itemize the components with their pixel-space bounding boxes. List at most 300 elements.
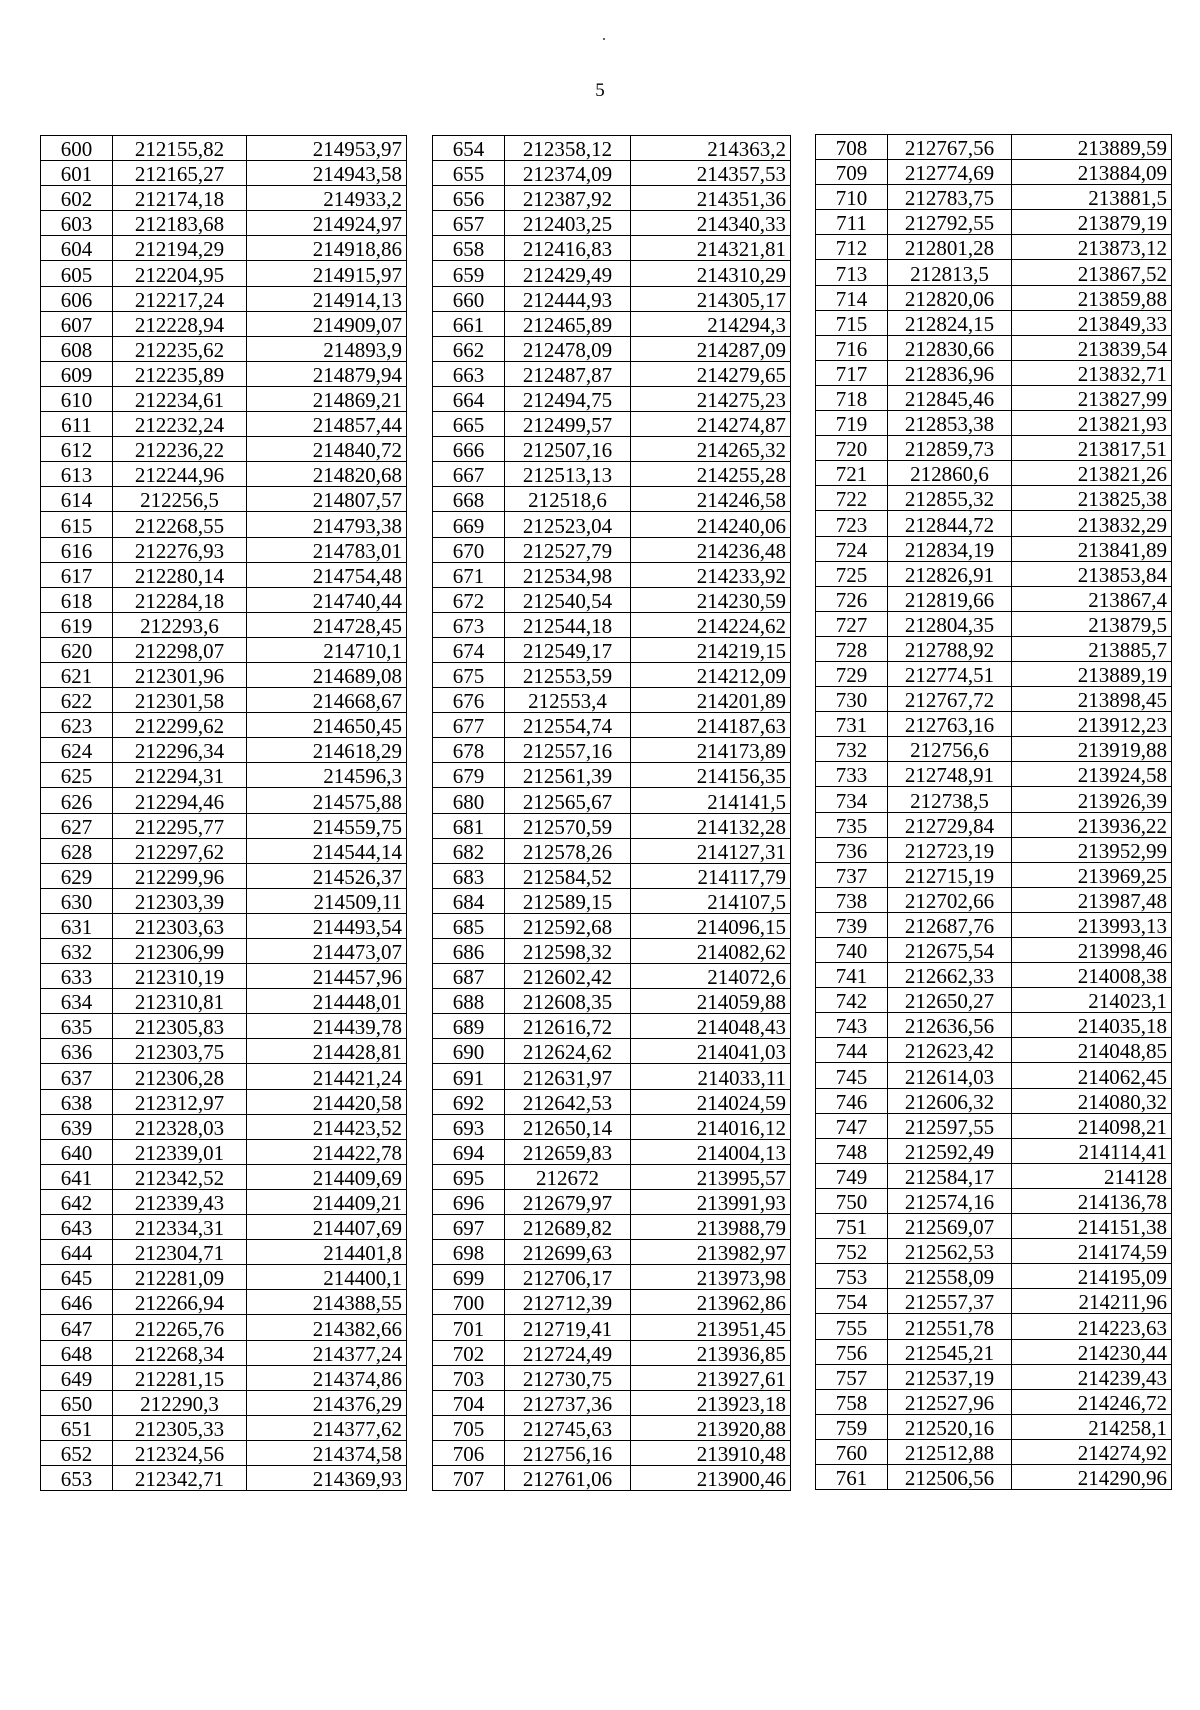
table-row: [816, 862, 1172, 887]
x-coordinate-cell: 212544,18: [505, 612, 631, 637]
table-row: [816, 1464, 1172, 1489]
y-coordinate-cell: 213969,25: [1012, 862, 1172, 887]
x-coordinate-cell: 212444,93: [505, 286, 631, 311]
table-row: [433, 211, 791, 236]
point-number-cell: 644: [41, 1240, 113, 1265]
table-row: [41, 788, 407, 813]
x-coordinate-cell: 212783,75: [888, 185, 1012, 210]
table-row: [816, 636, 1172, 661]
y-coordinate-cell: 214275,23: [631, 386, 791, 411]
x-coordinate-cell: 212293,6: [113, 612, 247, 637]
point-number-cell: 656: [433, 186, 505, 211]
table-row: [41, 437, 407, 462]
x-coordinate-cell: 212280,14: [113, 562, 247, 587]
table-row: [433, 1365, 791, 1390]
point-number-cell: 760: [816, 1439, 888, 1464]
y-coordinate-cell: 214294,3: [631, 311, 791, 336]
x-coordinate-cell: 212256,5: [113, 487, 247, 512]
x-coordinate-cell: 212756,16: [505, 1440, 631, 1465]
y-coordinate-cell: 214008,38: [1012, 963, 1172, 988]
table-row: [433, 813, 791, 838]
table-row: [816, 661, 1172, 686]
y-coordinate-cell: 214407,69: [247, 1215, 407, 1240]
table-row: [41, 1365, 407, 1390]
table-row: [41, 562, 407, 587]
x-coordinate-cell: 212561,39: [505, 763, 631, 788]
x-coordinate-cell: 212299,62: [113, 713, 247, 738]
table-row: [433, 587, 791, 612]
y-coordinate-cell: 214650,45: [247, 713, 407, 738]
table-row: [41, 763, 407, 788]
y-coordinate-cell: 214239,43: [1012, 1364, 1172, 1389]
x-coordinate-cell: 212303,75: [113, 1039, 247, 1064]
table-row: [433, 1465, 791, 1490]
x-coordinate-cell: 212748,91: [888, 762, 1012, 787]
x-coordinate-cell: 212767,56: [888, 135, 1012, 160]
x-coordinate-cell: 212506,56: [888, 1464, 1012, 1489]
y-coordinate-cell: 214933,2: [247, 186, 407, 211]
point-number-cell: 746: [816, 1088, 888, 1113]
point-number-cell: 627: [41, 813, 113, 838]
table-row: [433, 612, 791, 637]
y-coordinate-cell: 214072,6: [631, 964, 791, 989]
table-row: [816, 1314, 1172, 1339]
y-coordinate-cell: 213853,84: [1012, 561, 1172, 586]
table-row: [41, 311, 407, 336]
x-coordinate-cell: 212836,96: [888, 360, 1012, 385]
y-coordinate-cell: 213910,48: [631, 1440, 791, 1465]
table-row: [433, 637, 791, 662]
table-row: [41, 1265, 407, 1290]
y-coordinate-cell: 213884,09: [1012, 160, 1172, 185]
point-number-cell: 748: [816, 1138, 888, 1163]
y-coordinate-cell: 214596,3: [247, 763, 407, 788]
y-coordinate-cell: 214195,09: [1012, 1264, 1172, 1289]
x-coordinate-cell: 212301,96: [113, 662, 247, 687]
point-number-cell: 600: [41, 136, 113, 161]
point-number-cell: 739: [816, 912, 888, 937]
table-row: [41, 261, 407, 286]
table-row: [816, 762, 1172, 787]
y-coordinate-cell: 214211,96: [1012, 1289, 1172, 1314]
table-row: [816, 837, 1172, 862]
table-row: [433, 688, 791, 713]
y-coordinate-cell: 213859,88: [1012, 285, 1172, 310]
table-row: [433, 286, 791, 311]
y-coordinate-cell: 213867,52: [1012, 260, 1172, 285]
x-coordinate-cell: 212304,71: [113, 1240, 247, 1265]
table-row: [816, 1339, 1172, 1364]
y-coordinate-cell: 214559,75: [247, 813, 407, 838]
point-number-cell: 727: [816, 611, 888, 636]
y-coordinate-cell: 213926,39: [1012, 787, 1172, 812]
x-coordinate-cell: 212306,28: [113, 1064, 247, 1089]
table-row: [41, 1215, 407, 1240]
point-number-cell: 754: [816, 1289, 888, 1314]
x-coordinate-cell: 212429,49: [505, 261, 631, 286]
y-coordinate-cell: 214783,01: [247, 537, 407, 562]
point-number-cell: 608: [41, 336, 113, 361]
point-number-cell: 759: [816, 1414, 888, 1439]
x-coordinate-cell: 212303,39: [113, 888, 247, 913]
y-coordinate-cell: 214258,1: [1012, 1414, 1172, 1439]
point-number-cell: 655: [433, 161, 505, 186]
point-number-cell: 743: [816, 1013, 888, 1038]
table-row: [41, 1415, 407, 1440]
table-row: [433, 1064, 791, 1089]
y-coordinate-cell: 214728,45: [247, 612, 407, 637]
y-coordinate-cell: 214033,11: [631, 1064, 791, 1089]
table-row: [433, 913, 791, 938]
y-coordinate-cell: 214114,41: [1012, 1138, 1172, 1163]
point-number-cell: 615: [41, 512, 113, 537]
x-coordinate-cell: 212244,96: [113, 462, 247, 487]
y-coordinate-cell: 214448,01: [247, 989, 407, 1014]
x-coordinate-cell: 212281,15: [113, 1365, 247, 1390]
y-coordinate-cell: 214357,53: [631, 161, 791, 186]
x-coordinate-cell: 212570,59: [505, 813, 631, 838]
x-coordinate-cell: 212324,56: [113, 1440, 247, 1465]
point-number-cell: 602: [41, 186, 113, 211]
table-row: [433, 1039, 791, 1064]
y-coordinate-cell: 213973,98: [631, 1265, 791, 1290]
point-number-cell: 603: [41, 211, 113, 236]
x-coordinate-cell: 212578,26: [505, 838, 631, 863]
x-coordinate-cell: 212551,78: [888, 1314, 1012, 1339]
table-row: [41, 1164, 407, 1189]
x-coordinate-cell: 212616,72: [505, 1014, 631, 1039]
point-number-cell: 678: [433, 738, 505, 763]
point-number-cell: 625: [41, 763, 113, 788]
y-coordinate-cell: 214035,18: [1012, 1013, 1172, 1038]
table-row: [816, 611, 1172, 636]
table-row: [816, 536, 1172, 561]
x-coordinate-cell: 212534,98: [505, 562, 631, 587]
y-coordinate-cell: 214128: [1012, 1163, 1172, 1188]
table-row: [433, 311, 791, 336]
point-number-cell: 696: [433, 1189, 505, 1214]
x-coordinate-cell: 212774,69: [888, 160, 1012, 185]
point-number-cell: 740: [816, 938, 888, 963]
x-coordinate-cell: 212228,94: [113, 311, 247, 336]
point-number-cell: 709: [816, 160, 888, 185]
y-coordinate-cell: 214212,09: [631, 662, 791, 687]
point-number-cell: 649: [41, 1365, 113, 1390]
table-row: [41, 186, 407, 211]
y-coordinate-cell: 214374,58: [247, 1440, 407, 1465]
x-coordinate-cell: 212801,28: [888, 235, 1012, 260]
y-coordinate-cell: 214820,68: [247, 462, 407, 487]
y-coordinate-cell: 214422,78: [247, 1139, 407, 1164]
table-row: [816, 963, 1172, 988]
x-coordinate-cell: 212478,09: [505, 336, 631, 361]
y-coordinate-cell: 214059,88: [631, 989, 791, 1014]
x-coordinate-cell: 212294,31: [113, 763, 247, 788]
table-row: [816, 1239, 1172, 1264]
x-coordinate-cell: 212284,18: [113, 587, 247, 612]
y-coordinate-cell: 213849,33: [1012, 310, 1172, 335]
table-row: [41, 688, 407, 713]
x-coordinate-cell: 212339,01: [113, 1139, 247, 1164]
point-number-cell: 657: [433, 211, 505, 236]
y-coordinate-cell: 213881,5: [1012, 185, 1172, 210]
point-number-cell: 654: [433, 136, 505, 161]
y-coordinate-cell: 213885,7: [1012, 636, 1172, 661]
table-row: [433, 1164, 791, 1189]
point-number-cell: 688: [433, 989, 505, 1014]
point-number-cell: 637: [41, 1064, 113, 1089]
y-coordinate-cell: 214857,44: [247, 412, 407, 437]
x-coordinate-cell: 212299,96: [113, 863, 247, 888]
x-coordinate-cell: 212554,74: [505, 713, 631, 738]
point-number-cell: 714: [816, 285, 888, 310]
y-coordinate-cell: 214340,33: [631, 211, 791, 236]
point-number-cell: 672: [433, 587, 505, 612]
y-coordinate-cell: 214409,69: [247, 1164, 407, 1189]
x-coordinate-cell: 212706,17: [505, 1265, 631, 1290]
table-row: [433, 1139, 791, 1164]
point-number-cell: 629: [41, 863, 113, 888]
point-number-cell: 758: [816, 1389, 888, 1414]
point-number-cell: 664: [433, 386, 505, 411]
table-row: [433, 1440, 791, 1465]
point-number-cell: 626: [41, 788, 113, 813]
y-coordinate-cell: 214233,92: [631, 562, 791, 587]
y-coordinate-cell: 214230,44: [1012, 1339, 1172, 1364]
table-row: [41, 662, 407, 687]
x-coordinate-cell: 212512,88: [888, 1439, 1012, 1464]
table-row: [433, 462, 791, 487]
point-number-cell: 676: [433, 688, 505, 713]
table-row: [816, 385, 1172, 410]
x-coordinate-cell: 212859,73: [888, 436, 1012, 461]
x-coordinate-cell: 212562,53: [888, 1239, 1012, 1264]
point-number-cell: 670: [433, 537, 505, 562]
x-coordinate-cell: 212305,83: [113, 1014, 247, 1039]
table-row: [41, 888, 407, 913]
point-number-cell: 604: [41, 236, 113, 261]
point-number-cell: 683: [433, 863, 505, 888]
y-coordinate-cell: 214439,78: [247, 1014, 407, 1039]
x-coordinate-cell: 212650,27: [888, 988, 1012, 1013]
table-row: [816, 1439, 1172, 1464]
table-row: [41, 412, 407, 437]
y-coordinate-cell: 214305,17: [631, 286, 791, 311]
point-number-cell: 756: [816, 1339, 888, 1364]
point-number-cell: 684: [433, 888, 505, 913]
x-coordinate-cell: 212297,62: [113, 838, 247, 863]
y-coordinate-cell: 214236,48: [631, 537, 791, 562]
point-number-cell: 623: [41, 713, 113, 738]
table-row: [433, 186, 791, 211]
point-number-cell: 752: [816, 1239, 888, 1264]
point-number-cell: 658: [433, 236, 505, 261]
x-coordinate-cell: 212853,38: [888, 411, 1012, 436]
y-coordinate-cell: 214096,15: [631, 913, 791, 938]
point-number-cell: 601: [41, 161, 113, 186]
point-number-cell: 610: [41, 386, 113, 411]
x-coordinate-cell: 212738,5: [888, 787, 1012, 812]
table-row: [41, 1315, 407, 1340]
table-row: [816, 436, 1172, 461]
table-row: [816, 1414, 1172, 1439]
y-coordinate-cell: 214274,92: [1012, 1439, 1172, 1464]
point-number-cell: 630: [41, 888, 113, 913]
y-coordinate-cell: 214740,44: [247, 587, 407, 612]
y-coordinate-cell: 214420,58: [247, 1089, 407, 1114]
x-coordinate-cell: 212845,46: [888, 385, 1012, 410]
x-coordinate-cell: 212826,91: [888, 561, 1012, 586]
point-number-cell: 721: [816, 461, 888, 486]
point-number-cell: 666: [433, 437, 505, 462]
point-number-cell: 720: [816, 436, 888, 461]
y-coordinate-cell: 214893,9: [247, 336, 407, 361]
y-coordinate-cell: 214230,59: [631, 587, 791, 612]
x-coordinate-cell: 212204,95: [113, 261, 247, 286]
y-coordinate-cell: 213898,45: [1012, 687, 1172, 712]
x-coordinate-cell: 212598,32: [505, 939, 631, 964]
table-row: [41, 713, 407, 738]
table-row: [816, 1063, 1172, 1088]
table-row: [433, 1315, 791, 1340]
y-coordinate-cell: 214107,5: [631, 888, 791, 913]
table-row: [41, 487, 407, 512]
point-number-cell: 761: [816, 1464, 888, 1489]
x-coordinate-cell: 212540,54: [505, 587, 631, 612]
y-coordinate-cell: 213919,88: [1012, 737, 1172, 762]
table-row: [433, 361, 791, 386]
x-coordinate-cell: 212553,59: [505, 662, 631, 687]
point-number-cell: 692: [433, 1089, 505, 1114]
table-row: [433, 136, 791, 161]
point-number-cell: 747: [816, 1113, 888, 1138]
table-row: [41, 838, 407, 863]
x-coordinate-cell: 212165,27: [113, 161, 247, 186]
y-coordinate-cell: 213952,99: [1012, 837, 1172, 862]
table-row: [41, 587, 407, 612]
x-coordinate-cell: 212276,93: [113, 537, 247, 562]
x-coordinate-cell: 212819,66: [888, 586, 1012, 611]
point-number-cell: 686: [433, 939, 505, 964]
table-row: [816, 1113, 1172, 1138]
x-coordinate-cell: 212334,31: [113, 1215, 247, 1240]
y-coordinate-cell: 213825,38: [1012, 486, 1172, 511]
y-coordinate-cell: 214943,58: [247, 161, 407, 186]
table-row: [433, 964, 791, 989]
point-number-cell: 634: [41, 989, 113, 1014]
table-row: [41, 1064, 407, 1089]
table-row: [816, 812, 1172, 837]
table-row: [433, 662, 791, 687]
table-row: [433, 336, 791, 361]
x-coordinate-cell: 212342,71: [113, 1465, 247, 1490]
x-coordinate-cell: 212281,09: [113, 1265, 247, 1290]
point-number-cell: 701: [433, 1315, 505, 1340]
y-coordinate-cell: 214127,31: [631, 838, 791, 863]
table-row: [433, 763, 791, 788]
table-row: [816, 335, 1172, 360]
y-coordinate-cell: 214388,55: [247, 1290, 407, 1315]
x-coordinate-cell: 212623,42: [888, 1038, 1012, 1063]
point-number-cell: 671: [433, 562, 505, 587]
table-row: [816, 1188, 1172, 1213]
y-coordinate-cell: 213832,29: [1012, 511, 1172, 536]
x-coordinate-cell: 212642,53: [505, 1089, 631, 1114]
x-coordinate-cell: 212527,96: [888, 1389, 1012, 1414]
x-coordinate-cell: 212624,62: [505, 1039, 631, 1064]
table-row: [433, 1240, 791, 1265]
x-coordinate-cell: 212232,24: [113, 412, 247, 437]
y-coordinate-cell: 214246,72: [1012, 1389, 1172, 1414]
point-number-cell: 716: [816, 335, 888, 360]
table-row: [41, 236, 407, 261]
point-number-cell: 651: [41, 1415, 113, 1440]
x-coordinate-cell: 212557,16: [505, 738, 631, 763]
x-coordinate-cell: 212756,6: [888, 737, 1012, 762]
x-coordinate-cell: 212855,32: [888, 486, 1012, 511]
x-coordinate-cell: 212774,51: [888, 661, 1012, 686]
table-row: [816, 210, 1172, 235]
point-number-cell: 742: [816, 988, 888, 1013]
point-number-cell: 751: [816, 1214, 888, 1239]
y-coordinate-cell: 213924,58: [1012, 762, 1172, 787]
x-coordinate-cell: 212358,12: [505, 136, 631, 161]
y-coordinate-cell: 214457,96: [247, 964, 407, 989]
table-row: [433, 1114, 791, 1139]
point-number-cell: 736: [816, 837, 888, 862]
point-number-cell: 642: [41, 1189, 113, 1214]
point-number-cell: 741: [816, 963, 888, 988]
point-number-cell: 633: [41, 964, 113, 989]
y-coordinate-cell: 213991,93: [631, 1189, 791, 1214]
table-row: [433, 386, 791, 411]
y-coordinate-cell: 214048,43: [631, 1014, 791, 1039]
y-coordinate-cell: 213912,23: [1012, 712, 1172, 737]
point-number-cell: 726: [816, 586, 888, 611]
table-row: [41, 361, 407, 386]
point-number-cell: 749: [816, 1163, 888, 1188]
x-coordinate-cell: 212729,84: [888, 812, 1012, 837]
x-coordinate-cell: 212328,03: [113, 1114, 247, 1139]
point-number-cell: 722: [816, 486, 888, 511]
point-number-cell: 662: [433, 336, 505, 361]
x-coordinate-cell: 212513,13: [505, 462, 631, 487]
y-coordinate-cell: 214869,21: [247, 386, 407, 411]
point-number-cell: 646: [41, 1290, 113, 1315]
table-row: [816, 1389, 1172, 1414]
point-number-cell: 680: [433, 788, 505, 813]
y-coordinate-cell: 213821,93: [1012, 411, 1172, 436]
x-coordinate-cell: 212558,09: [888, 1264, 1012, 1289]
point-number-cell: 624: [41, 738, 113, 763]
y-coordinate-cell: 213821,26: [1012, 461, 1172, 486]
table-row: [433, 562, 791, 587]
table-row: [816, 185, 1172, 210]
x-coordinate-cell: 212679,97: [505, 1189, 631, 1214]
table-row: [433, 437, 791, 462]
point-number-cell: 681: [433, 813, 505, 838]
point-number-cell: 713: [816, 260, 888, 285]
table-row: [816, 511, 1172, 536]
y-coordinate-cell: 214428,81: [247, 1039, 407, 1064]
table-row: [41, 537, 407, 562]
point-number-cell: 663: [433, 361, 505, 386]
y-coordinate-cell: 214710,1: [247, 637, 407, 662]
y-coordinate-cell: 213817,51: [1012, 436, 1172, 461]
x-coordinate-cell: 212763,16: [888, 712, 1012, 737]
x-coordinate-cell: 212592,49: [888, 1138, 1012, 1163]
y-coordinate-cell: 214023,1: [1012, 988, 1172, 1013]
